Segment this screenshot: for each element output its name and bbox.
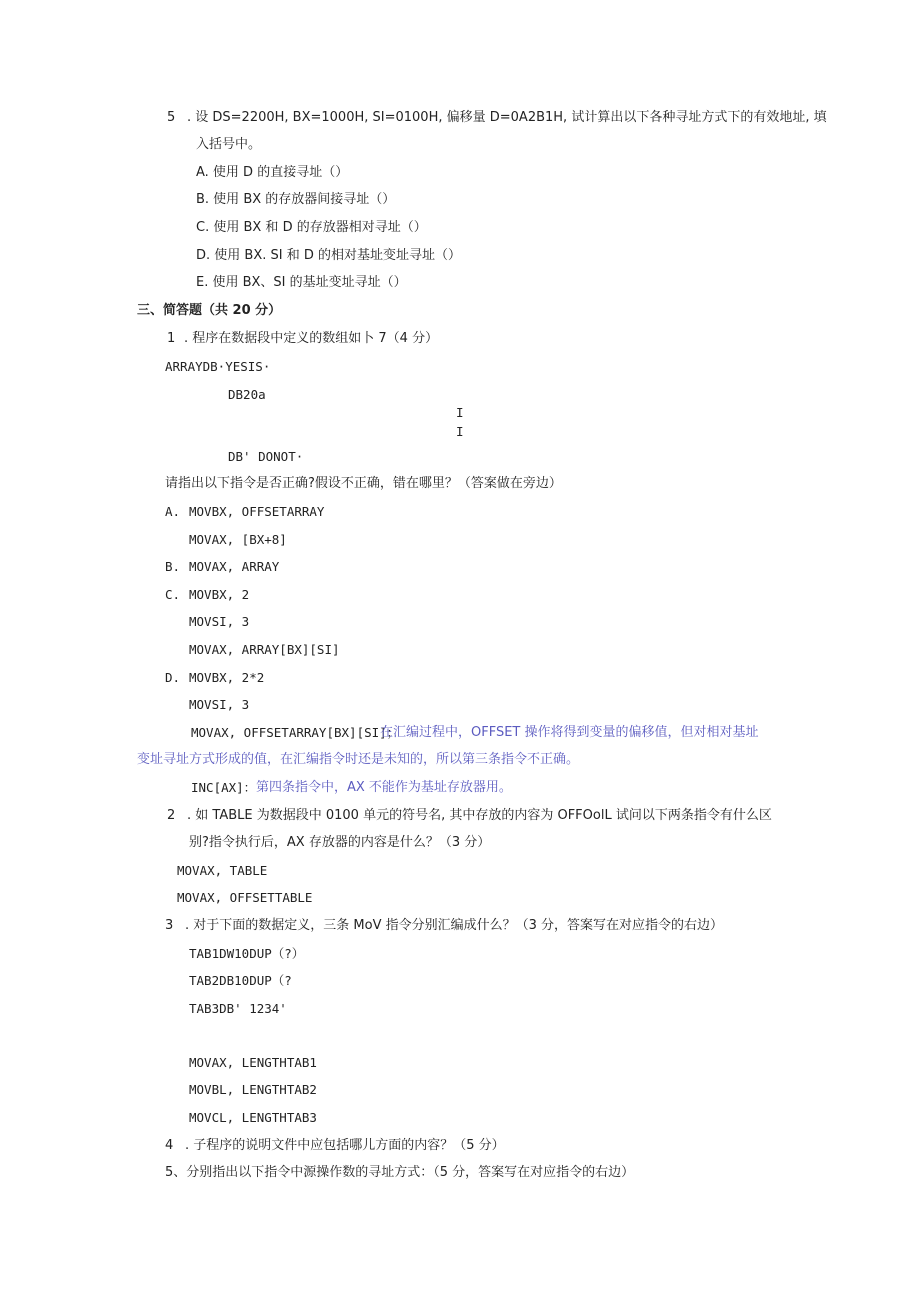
code-line: MOVSI, 3 (189, 697, 250, 712)
answer-annotation: 在汇编过程中，OFFSET 操作将得到变量的偏移值，但对相对基址 (380, 725, 759, 740)
section-heading: 三、简答题（共 20 分） (137, 303, 282, 318)
code-line: MOVAX, OFFSETTABLE (177, 890, 313, 905)
s3-q5-text: 5、分别指出以下指令中源操作数的寻址方式：（5 分，答案写在对应指令的右边） (165, 1165, 635, 1180)
option-label-a: A. (165, 504, 181, 519)
s3-q1-number: 1 (167, 331, 176, 346)
q5-option-b: B. 使用 BX 的存放器间接寻址（） (196, 192, 396, 207)
q5-text: . 设 DS=2200H, BX=1000H, SI=0100H, 偏移量 D=0A2B1H, 试计算出以下各种寻址方式下的有效地址, 填 (187, 110, 827, 125)
q5-option-c: C. 使用 BX 和 D 的存放器相对寻址（） (196, 220, 427, 235)
q5-option-d: D. 使用 BX. SI 和 D 的相对基址变址寻址（） (196, 248, 461, 263)
code-line: MOVAX, ARRAY (189, 559, 280, 574)
code-line: MOVAX, TABLE (177, 863, 268, 878)
s3-q2-text-cont: 别?指令执行后，AX 存放器的内容是什么？（3 分） (189, 835, 491, 850)
q5-number: 5 (167, 110, 176, 125)
s3-q4-text: . 子程序的说明文件中应包括哪儿方面的内容？（5 分） (185, 1138, 505, 1153)
code-line: MOVBX, 2 (189, 587, 250, 602)
s3-q3-number: 3 (165, 918, 174, 933)
option-label-d: D. (165, 670, 181, 685)
margin-mark: I (456, 405, 464, 420)
code-line: TAB1DW10DUP（?） (189, 946, 305, 961)
s3-q1-text: . 程序在数据段中定义的数组如卜 7（4 分） (184, 331, 439, 346)
q5-text-cont: 入括号中。 (196, 137, 262, 152)
s3-q4-number: 4 (165, 1138, 174, 1153)
code-line: MOVAX, [BX+8] (189, 532, 287, 547)
code-line: MOVBX, OFFSETARRAY (189, 504, 325, 519)
s3-q1-ask: 请指出以下指令是否正确?假设不正确，错在哪里？（答案做在旁边） (165, 476, 562, 491)
answer-annotation: 第四条指令中，AX 不能作为基址存放器用。 (256, 780, 512, 795)
code-line: MOVCL, LENGTHTAB3 (189, 1110, 317, 1125)
code-line: MOVAX, ARRAY[BX][SI] (189, 642, 340, 657)
code-line: MOVBL, LENGTHTAB2 (189, 1082, 317, 1097)
answer-annotation: 变址寻址方式形成的值，在汇编指令时还是未知的，所以第三条指令不正确。 (137, 752, 580, 767)
code-line: DB' DONOT· (228, 449, 304, 464)
margin-mark: I (456, 424, 464, 439)
code-line: MOVAX, OFFSETARRAY[BX][SI]； (191, 725, 400, 740)
code-line: TAB3DB' 1234' (189, 1001, 287, 1016)
code-line: ARRAYDB·YESIS· (165, 359, 271, 374)
s3-q2-text: . 如 TABLE 为数据段中 0100 单元的符号名, 其中存放的内容为 OFFOolL 试问以下两条指令有什么区 (187, 808, 772, 823)
code-line: DB20a (228, 387, 266, 402)
q5-option-e: E. 使用 BX、SI 的基址变址寻址（） (196, 275, 407, 290)
code-line: MOVAX, LENGTHTAB1 (189, 1055, 317, 1070)
option-label-b: B. (165, 559, 181, 574)
s3-q2-number: 2 (167, 808, 176, 823)
option-label-c: C. (165, 587, 181, 602)
code-line: MOVSI, 3 (189, 614, 250, 629)
q5-option-a: A. 使用 D 的直接寻址（） (196, 165, 349, 180)
code-line: MOVBX, 2*2 (189, 670, 265, 685)
code-line: INC[AX]： (191, 780, 257, 795)
code-line: TAB2DB10DUP（? (189, 973, 292, 988)
s3-q3-text: . 对于下面的数据定义，三条 MoV 指令分别汇编成什么？（3 分，答案写在对应指令的右边） (185, 918, 723, 933)
